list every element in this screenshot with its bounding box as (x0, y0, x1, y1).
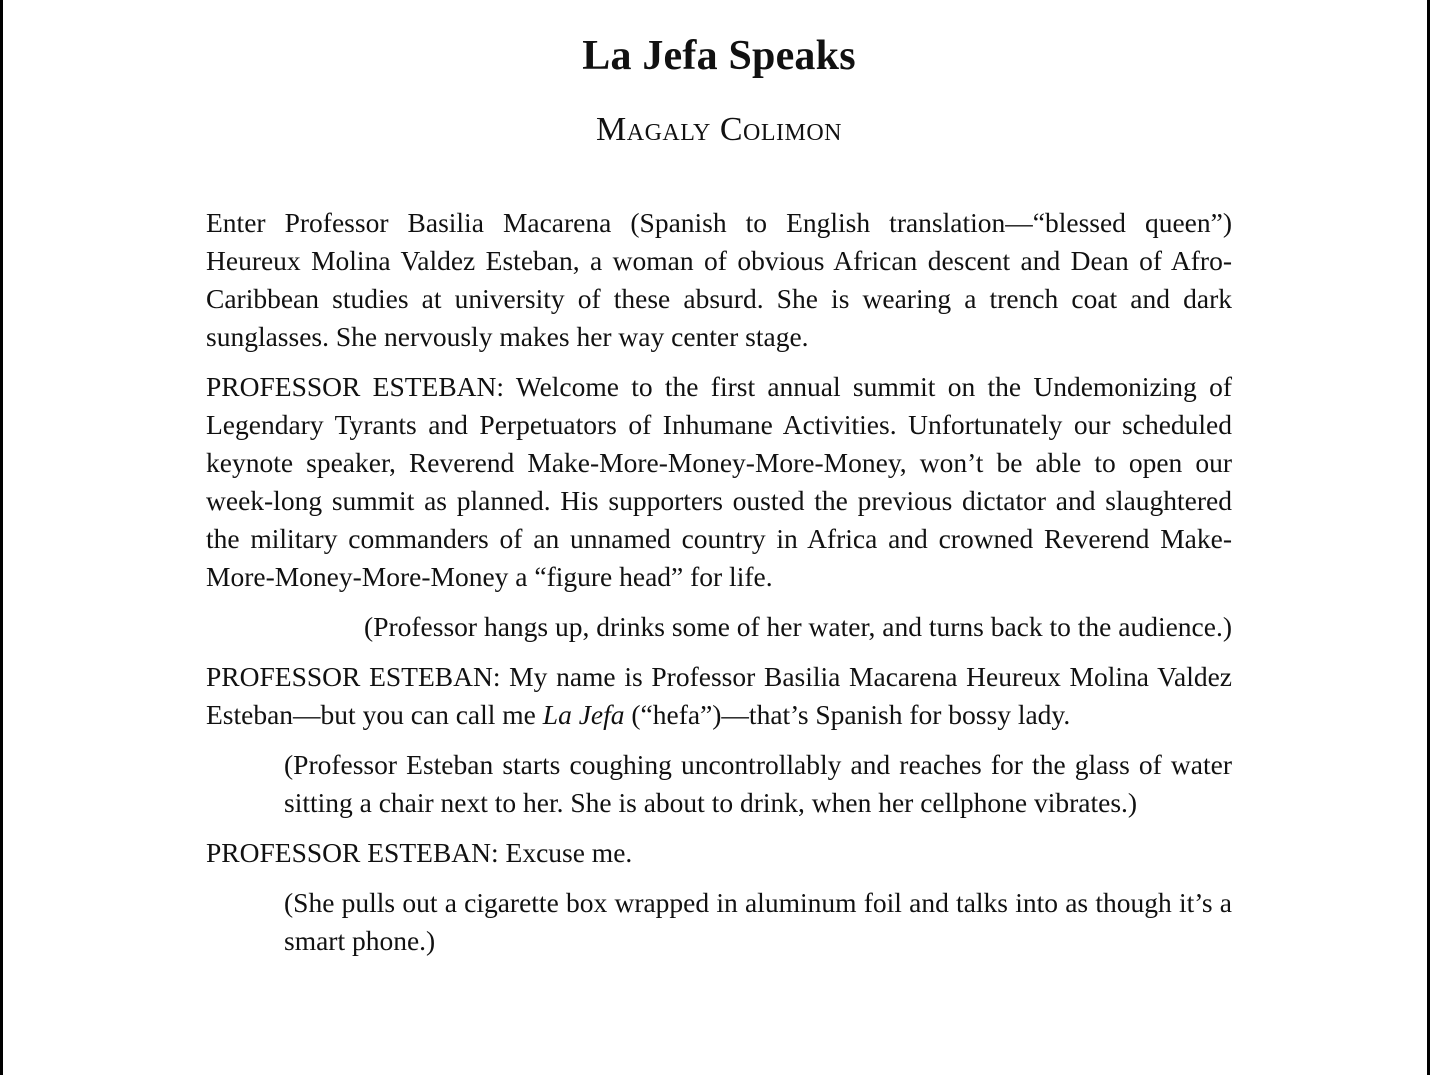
dialogue-excuse-me: PROFESSOR ESTEBAN: Excuse me. (206, 837, 633, 868)
dialogue-my-name (206, 658, 1232, 734)
dialogue-text: PROFESSOR ESTEBAN: My name is Professor Basilia Macarena Heureux Molina Valdez Esteban—but you can call me (206, 661, 1232, 730)
page-title: La Jefa Speaks (582, 33, 856, 79)
stage-direction-cigarette-box: (She pulls out a cigarette box wrapped in aluminum foil and talks into as though it’s a smart phone.) (284, 887, 1232, 956)
author-name: Magaly Colimon (596, 111, 842, 148)
dialogue-text: (“hefa”)—that’s Spanish for bossy lady. (624, 699, 1071, 730)
italic-term: La Jefa (542, 699, 625, 730)
stage-direction-hangs-up: (Professor hangs up, drinks some of her water, and turns back to the audience.) (364, 611, 1232, 642)
document-page (206, 0, 1232, 960)
dialogue-welcome: PROFESSOR ESTEBAN: Welcome to the first annual summit on the Undemonizing of Legendary Tyrants and Perpetuators of Inhumane Activities. Unfortunately our scheduled keynote speaker, Reverend Make-More-Money-More-Money, won’t be able to open our week-long summit as planned. His supporters ousted the previous dictator and slaughtered the military commanders of an unnamed country in Africa and crowned Reverend Make-More-Money-More-Money a “figure head” for life. (206, 371, 1232, 592)
stage-direction-coughing: (Professor Esteban starts coughing uncontrollably and reaches for the glass of water sitting a chair next to her. She is about to drink, when her cellphone vibrates.) (284, 749, 1232, 818)
stage-direction-intro: Enter Professor Basilia Macarena (Spanish to English translation—“blessed queen”) Heureux Molina Valdez Esteban, a woman of obvious African descent and Dean of Afro-Caribbean studies at university of these absurd. She is wearing a trench coat and dark sunglasses. She nervously makes her way center stage. (206, 207, 1232, 352)
